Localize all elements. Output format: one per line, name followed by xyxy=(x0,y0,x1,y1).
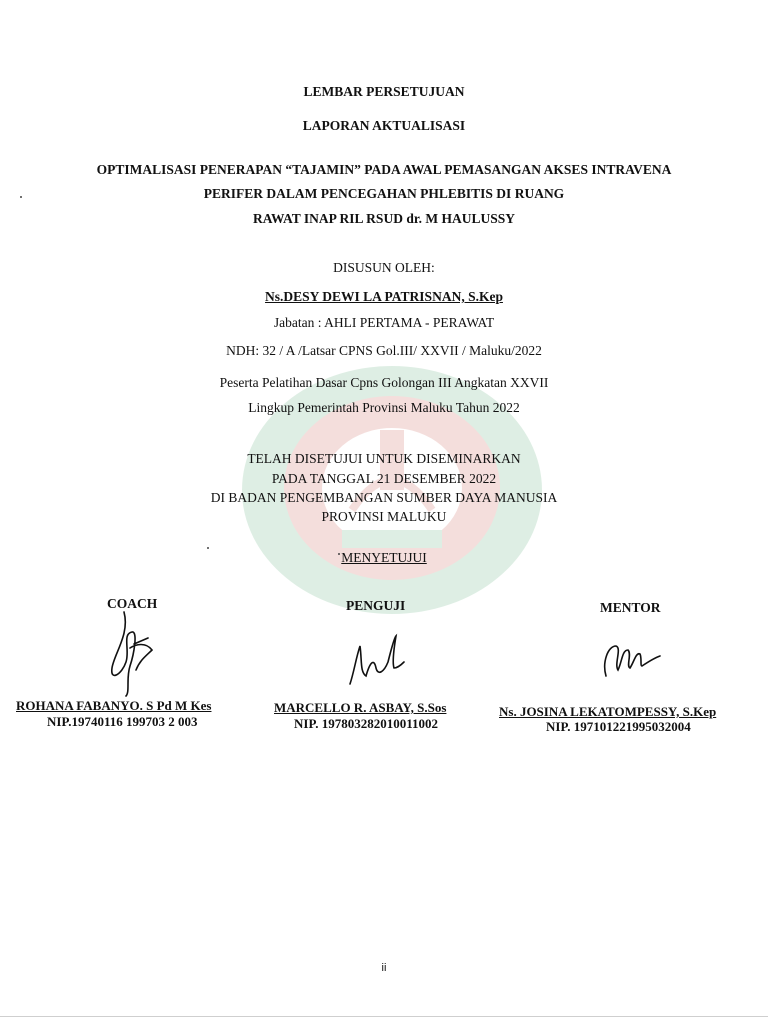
signatory-nip-penguji: NIP. 197803282010011002 xyxy=(294,716,438,731)
report-title-line-2: PERIFER DALAM PENCEGAHAN PHLEBITIS DI RUANG xyxy=(203,186,565,201)
approval-line-1: TELAH DISETUJUI UNTUK DISEMINARKAN xyxy=(247,451,521,466)
signatory-name-penguji: MARCELLO R. ASBAY, S.Sos xyxy=(274,700,447,715)
author-position: Jabatan : AHLI PERTAMA - PERAWAT xyxy=(273,315,495,330)
author-ndh: NDH: 32 / A /Latsar CPNS Gol.III/ XXVII / Maluku/2022 xyxy=(226,343,542,358)
author-label: DISUSUN OLEH: xyxy=(333,260,435,275)
scan-speck xyxy=(207,547,209,549)
approval-heading: MENYETUJUI xyxy=(341,550,427,565)
report-title-line-1: OPTIMALISASI PENERAPAN “TAJAMIN” PADA AWAL PEMASANGAN AKSES INTRAVENA xyxy=(96,162,672,177)
author-name: Ns.DESY DEWI LA PATRISNAN, S.Kep xyxy=(265,289,503,304)
scan-speck xyxy=(338,553,340,555)
scan-speck xyxy=(20,196,22,198)
signature-mentor xyxy=(596,636,664,682)
page-subtitle: LAPORAN AKTUALISASI xyxy=(302,118,466,133)
role-coach: COACH xyxy=(107,596,158,611)
signature-penguji xyxy=(344,632,406,688)
training-scope: Lingkup Pemerintah Provinsi Maluku Tahun 2022 xyxy=(248,400,520,415)
signatory-name-mentor: Ns. JOSINA LEKATOMPESSY, S.Kep xyxy=(499,704,717,719)
signature-coach xyxy=(100,604,160,698)
approval-line-3: DI BADAN PENGEMBANGAN SUMBER DAYA MANUSIA xyxy=(210,490,558,505)
training-participant: Peserta Pelatihan Dasar Cpns Golongan III Angkatan XXVII xyxy=(219,375,549,390)
page-title: LEMBAR PERSETUJUAN xyxy=(303,84,465,99)
signatory-nip-coach: NIP.19740116 199703 2 003 xyxy=(47,714,198,729)
signatory-nip-mentor: NIP. 197101221995032004 xyxy=(546,719,691,734)
signatory-name-coach: ROHANA FABANYO. S Pd M Kes xyxy=(16,698,212,713)
page-edge xyxy=(0,1016,768,1017)
report-title-line-3: RAWAT INAP RIL RSUD dr. M HAULUSSY xyxy=(253,211,515,226)
approval-line-2: PADA TANGGAL 21 DESEMBER 2022 xyxy=(271,471,497,486)
page-number: ii xyxy=(381,962,387,974)
role-mentor: MENTOR xyxy=(600,600,661,615)
role-penguji: PENGUJI xyxy=(346,598,406,613)
approval-line-4: PROVINSI MALUKU xyxy=(321,509,447,524)
